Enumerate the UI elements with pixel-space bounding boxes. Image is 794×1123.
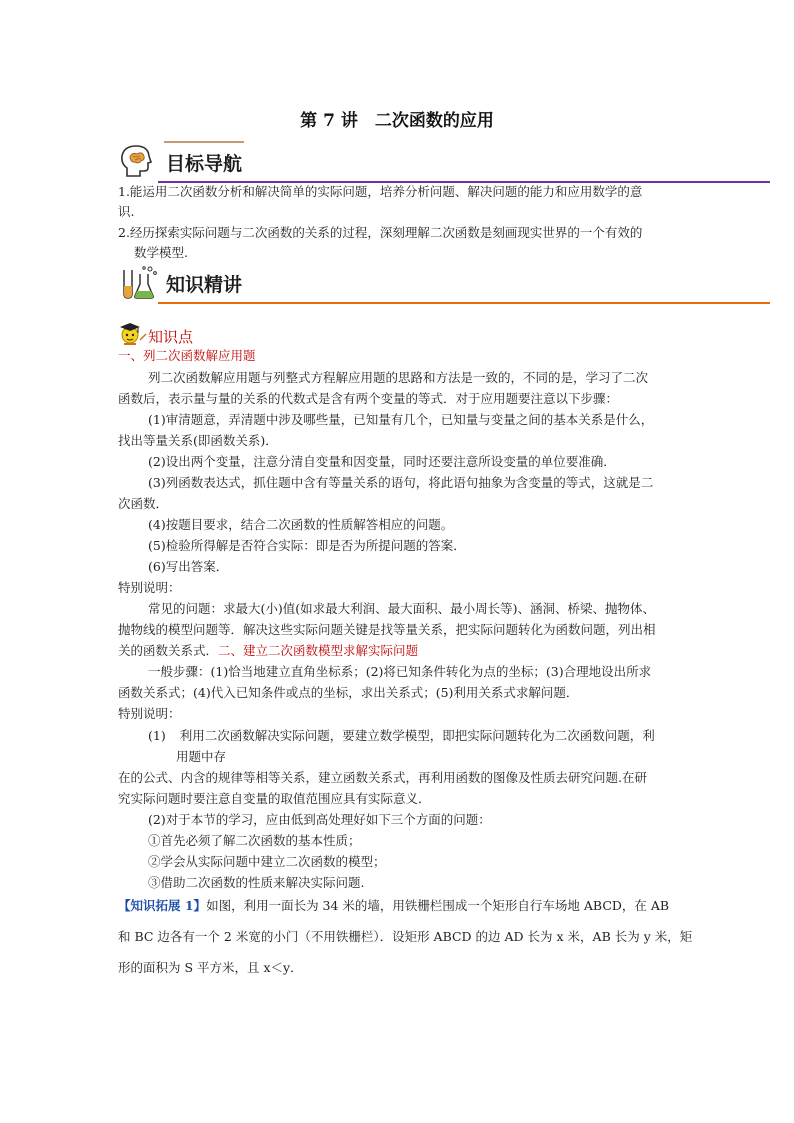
part1-intro-2: 函数后，表示量与量的关系的代数式是含有两个变量的等式．对于应用题要注意以下步骤： — [118, 391, 619, 406]
part1-note-2: 抛物线的模型问题等．解决这些实际问题关键是找等量关系，把实际问题转化为函数问题，列出相 — [118, 622, 656, 637]
part2-heading: 二、建立二次函数模型求解实际问题 — [218, 643, 419, 658]
header-top-line — [164, 141, 244, 143]
goal-line-3: 2.经历探索实际问题与二次函数的关系的过程，深刻理解二次函数是刻画现实世界的一个有效的 — [118, 225, 643, 240]
part2-note1-line2: 用题中存 — [176, 749, 227, 764]
extension-line-1: 如图，利用一面长为 34 米的墙，用铁栅栏围成一个矩形自行车场地 ABCD，在 AB — [206, 898, 670, 913]
part1-note-3-line — [118, 642, 714, 659]
part2-item-1: ①首先必须了解二次函数的基本性质； — [148, 833, 361, 848]
part2-item-3: ③借助二次函数的性质来解决实际问题. — [148, 875, 365, 890]
part1-heading: 一、列二次函数解应用题 — [118, 348, 256, 363]
part1-step-6: (6)写出答案． — [148, 559, 229, 574]
section-goal-label: 目标导航 — [166, 153, 243, 175]
part2-note1-line1-wrap — [148, 727, 714, 744]
part2-note1-line3: 在的公式、内含的规律等相等关系，建立函数关系式，再利用函数的图像及性质去研究问题.在研 — [118, 770, 647, 785]
lab-flask-icon — [118, 264, 158, 300]
goal-line-2: 识. — [118, 204, 135, 219]
goal-line-4: 数学模型. — [134, 245, 188, 260]
part2-steps-2: 函数关系式；(4)代入已知条件或点的坐标，求出关系式；(5)利用关系式求解问题． — [118, 685, 579, 700]
part1-step-4: (4)按题目要求，结合二次函数的性质解答相应的问题。 — [148, 517, 454, 532]
part2-steps-1: 一般步骤：(1)恰当地建立直角坐标系；(2)将已知条件转化为点的坐标；(3)合理地设出所求 — [148, 664, 652, 679]
extension-line-3: 形的面积为 S 平方米，且 x＜y． — [118, 960, 303, 975]
part2-item-2: ②学会从实际问题中建立二次函数的模型； — [148, 854, 386, 869]
head-brain-icon — [118, 143, 158, 179]
part1-step-1a: (1)审清题意，弄清题中涉及哪些量，已知量有几个，已知量与变量之间的基本关系是什么， — [148, 412, 654, 427]
page-title: 第 7 讲 二次函数的应用 — [300, 111, 494, 131]
part2-note-label: 特别说明： — [118, 706, 181, 721]
part1-step-3b: 次函数． — [118, 496, 169, 511]
part1-note-label: 特别说明： — [118, 580, 181, 595]
section-header-knowledge — [118, 262, 770, 304]
part1-note-1: 常见的问题：求最大(小)值(如求最大利润、最大面积、最小周长等)、涵洞、桥梁、抛物体、 — [148, 601, 656, 616]
part1-step-3a: (3)列函数表达式，抓住题中含有等量关系的语句，将此语句抽象为含变量的等式，这就是二 — [148, 475, 654, 490]
student-cap-icon — [118, 320, 148, 348]
section-knowledge-rule — [158, 302, 770, 304]
extension-line-1-wrap — [118, 897, 714, 915]
part2-note1-prefix: (1) — [148, 728, 166, 743]
knowledge-point-label: 知识点 — [148, 328, 194, 346]
part1-step-2: (2)设出两个变量，注意分清自变量和因变量，同时还要注意所设变量的单位要准确． — [148, 454, 616, 469]
goal-line-1: 1.能运用二次函数分析和解决简单的实际问题，培养分析问题、解决问题的能力和应用数学的意 — [118, 184, 643, 199]
section-header-goal — [118, 141, 770, 183]
extension-tag: 【知识拓展 1】 — [118, 898, 207, 913]
section-knowledge-label: 知识精讲 — [166, 274, 243, 296]
part1-note-3: 关的函数关系式． — [118, 643, 219, 658]
knowledge-point-header — [118, 320, 318, 350]
part1-step-1b: 找出等量关系(即函数关系)． — [118, 433, 278, 448]
part2-note1-line4: 究实际问题时要注意自变量的取值范围应具有实际意义． — [118, 791, 431, 806]
part1-intro-1: 列二次函数解应用题与列整式方程解应用题的思路和方法是一致的，不同的是，学习了二次 — [148, 370, 649, 385]
part2-note2: (2)对于本节的学习，应由低到高处理好如下三个方面的问题： — [148, 812, 491, 827]
part1-step-5: (5)检验所得解是否符合实际：即是否为所提问题的答案． — [148, 538, 466, 553]
extension-line-2: 和 BC 边各有一个 2 米宽的小门（不用铁栅栏）．设矩形 ABCD 的边 AD 长为 x 米，AB 长为 y 米，矩 — [118, 929, 693, 944]
part2-note1-line1: 利用二次函数解决实际问题，要建立数学模型，即把实际问题转化为二次函数问题，利 — [179, 728, 655, 743]
